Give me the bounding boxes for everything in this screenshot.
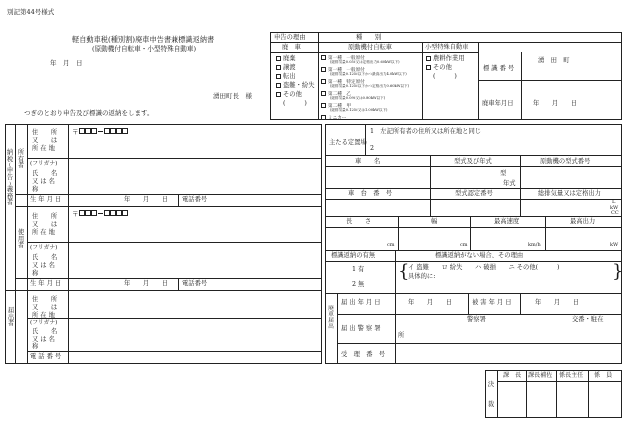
displacement-label: 総排気量又は定格出力 bbox=[538, 190, 601, 197]
genki-note: (総排気量0.05ℓ又は定格出力0.60kW以下) bbox=[330, 60, 400, 64]
form-subtitle: (原動機付自転車・小型特殊自動車) bbox=[92, 45, 197, 53]
main-place-label: 主たる定置場 bbox=[329, 139, 367, 146]
width-label: 幅 bbox=[431, 218, 438, 225]
filer-phone-label: 電 話 番 号 bbox=[30, 353, 62, 360]
filer-address-label: 又 は bbox=[32, 304, 58, 311]
kogata-item[interactable]: 農耕作業用 bbox=[426, 56, 464, 62]
intro-text: つぎのとおり申告及び標識の返納をします。 bbox=[24, 109, 154, 117]
plate-number-label: 標 識 番 号 bbox=[483, 65, 515, 72]
addressee: 湧田町長 様 bbox=[213, 92, 252, 100]
return-yes-option[interactable]: 1 有 bbox=[352, 266, 365, 273]
genki-note: (総排気量0.09ℓ又は0.80kW以下) bbox=[330, 96, 386, 100]
unit-cc: CC bbox=[611, 210, 619, 216]
filer-label: 届 出 者 bbox=[7, 307, 15, 328]
checkbox[interactable] bbox=[426, 65, 431, 70]
bracket-close: } bbox=[612, 261, 624, 282]
unit-cm: cm bbox=[460, 242, 468, 248]
damage-date-label: 被 害 年 月 日 bbox=[472, 299, 512, 306]
user-address-label: 所 在 地 bbox=[32, 229, 55, 236]
genki-note: (総排気量0.125ℓ又は1.00kW以下) bbox=[330, 108, 388, 112]
owner-birth-label: 生 年 月 日 bbox=[30, 196, 62, 203]
owner-address-label: 又 は bbox=[32, 137, 58, 144]
car-name-label: 車 名 bbox=[355, 158, 381, 165]
filer-name-label: 又 は 名 bbox=[32, 336, 55, 343]
user-label: 使 用 者 bbox=[17, 229, 25, 250]
owner-phone-label: 電話番号 bbox=[182, 196, 208, 203]
filer-name-label: 氏 名 bbox=[32, 328, 58, 335]
form-number: 別記第44号様式 bbox=[7, 8, 55, 16]
receipt-no-label: 受 理 番 号 bbox=[341, 351, 386, 358]
haisha-todoke-label: 廃 車 届 出 bbox=[328, 306, 334, 331]
reason-item[interactable]: 転出 bbox=[276, 74, 296, 80]
genki-item[interactable]: 第一種 一般原付 bbox=[321, 55, 365, 62]
checkbox[interactable] bbox=[276, 56, 281, 61]
genki-note: (総排気量0.125ℓ以下かつ最高出力4.0kW以下) bbox=[330, 72, 407, 76]
police-sho: 所 bbox=[398, 332, 405, 339]
model-cert-label: 型式認定番号 bbox=[455, 190, 493, 197]
checkbox[interactable] bbox=[276, 92, 281, 97]
owner-address-label: 住 所 bbox=[32, 129, 58, 136]
reason-item[interactable]: 譲渡 bbox=[276, 65, 296, 71]
unit-kw: kW bbox=[610, 205, 619, 211]
main-place-option-1[interactable]: 1 左記所有者の住所又は所在地と同じ bbox=[370, 128, 482, 135]
genki-item[interactable]: 第二種 乙 bbox=[321, 91, 351, 98]
user-birth-value[interactable]: 年 月 日 bbox=[124, 280, 169, 287]
approval-col-kakaricho: 係長主任 bbox=[559, 372, 584, 379]
plate-number-value[interactable]: 湧 田 町 bbox=[538, 57, 570, 64]
approval-col-hosa: 課長補佐 bbox=[528, 372, 553, 379]
police-label: 届 出 警 察 署 bbox=[341, 325, 381, 332]
bracket-open: { bbox=[398, 261, 410, 282]
damage-date-value[interactable]: 年 月 日 bbox=[535, 299, 580, 306]
checkbox[interactable] bbox=[276, 65, 281, 70]
reason-header: 申告の理由 bbox=[274, 34, 306, 41]
unit-kmh: km/h bbox=[528, 242, 541, 248]
submission-date[interactable]: 年 月 日 bbox=[50, 59, 83, 67]
user-name-label: 又 は 名 bbox=[32, 262, 55, 269]
unit-l: L bbox=[612, 199, 616, 205]
haisha-date-value[interactable]: 年 月 日 bbox=[533, 100, 578, 107]
owner-furigana-label: (フリガナ) bbox=[30, 161, 58, 167]
form-title: 軽自動車税(種別割)廃車申告書兼標識返納書 bbox=[72, 35, 215, 44]
owner-address-label: 所 在 地 bbox=[32, 145, 55, 152]
stamp-cell-hosa[interactable] bbox=[527, 382, 555, 417]
postal-mark: 〒 bbox=[72, 210, 79, 218]
stamp-cell-kacho[interactable] bbox=[498, 382, 525, 417]
owner-label: 所 有 者 bbox=[17, 149, 25, 170]
todoke-date-label: 届 出 年 月 日 bbox=[341, 299, 381, 306]
stamp-cell-kakariin[interactable] bbox=[589, 382, 621, 417]
approval-col-kacho: 課 長 bbox=[503, 372, 522, 379]
koban-label: 交番・駐在 bbox=[572, 316, 604, 323]
postal-mark: 〒 bbox=[72, 128, 79, 136]
no-return-reasons[interactable]: イ 盗難 ロ 紛失 ハ 破損 ニ その他( ) bbox=[408, 264, 560, 271]
kogata-header: 小型特殊自動車 bbox=[425, 44, 469, 51]
reason-item[interactable]: 廃棄 bbox=[276, 56, 296, 62]
owner-name-label: 称 bbox=[32, 186, 39, 193]
type-header: 種 別 bbox=[356, 34, 382, 41]
reason-item[interactable]: 盗難・紛失 bbox=[276, 83, 314, 89]
haisha-date-label: 廃車年月日 bbox=[482, 100, 514, 107]
checkbox[interactable] bbox=[321, 67, 326, 72]
genki-item[interactable]: ミニカー bbox=[321, 115, 346, 122]
checkbox[interactable] bbox=[321, 115, 326, 120]
checkbox[interactable] bbox=[426, 56, 431, 61]
owner-name-label: 又 は 名 bbox=[32, 178, 55, 185]
stamp-cell-kakaricho[interactable] bbox=[557, 382, 587, 417]
filer-address-label: 住 所 bbox=[32, 296, 58, 303]
checkbox[interactable] bbox=[321, 91, 326, 96]
genki-item[interactable]: 第二種 甲 bbox=[321, 103, 351, 110]
checkbox[interactable] bbox=[321, 103, 326, 108]
approval-col-kakariin: 係 員 bbox=[594, 372, 613, 379]
user-name-label: 氏 名 bbox=[32, 254, 58, 261]
user-phone-label: 電話番号 bbox=[182, 280, 208, 287]
checkbox[interactable] bbox=[321, 55, 326, 60]
user-furigana-label: (フリガナ) bbox=[30, 245, 58, 251]
detail-label: 具体的に: bbox=[408, 273, 436, 280]
genki-header: 原動機付自転車 bbox=[348, 44, 393, 51]
filer-name-label: 称 bbox=[32, 343, 39, 350]
return-no-option[interactable]: 2 無 bbox=[352, 281, 365, 288]
genki-item[interactable]: 第一種 特定原付 bbox=[321, 79, 365, 86]
owner-birth-value[interactable]: 年 月 日 bbox=[124, 196, 169, 203]
genki-note: (総排気量0.125ℓ以下かつ定格出力0.60kW以下) bbox=[330, 84, 409, 88]
plate-return-label: 標識返納の有無 bbox=[331, 252, 376, 259]
no-return-label: 標識返納がない場合、その理由 bbox=[435, 252, 524, 259]
haisha-header: 廃 車 bbox=[282, 44, 301, 51]
kessai-label: 決 裁 bbox=[487, 381, 495, 409]
chassis-no-label: 車 台 番 号 bbox=[348, 190, 393, 197]
reason-item[interactable]: その他 bbox=[276, 92, 302, 98]
nenshiki-label: 年式 bbox=[503, 180, 516, 187]
todoke-date-value[interactable]: 年 月 日 bbox=[408, 299, 453, 306]
user-address-label: 住 所 bbox=[32, 213, 58, 220]
taxpayer-label: 納 税 ( 申 告 ) 義 務 者 bbox=[6, 149, 14, 207]
user-name-label: 称 bbox=[32, 270, 39, 277]
kogata-paren[interactable]: ( ) bbox=[433, 73, 457, 80]
unit-kw: kW bbox=[610, 242, 619, 248]
engine-model-label: 原動機の型式番号 bbox=[540, 158, 591, 165]
user-address-label: 又 は bbox=[32, 221, 58, 228]
user-birth-label: 生 年 月 日 bbox=[30, 280, 62, 287]
model-label: 型式及び年式 bbox=[454, 158, 492, 165]
unit-cm: cm bbox=[387, 242, 395, 248]
owner-name-label: 氏 名 bbox=[32, 170, 58, 177]
max-speed-label: 最高速度 bbox=[494, 218, 520, 225]
checkbox[interactable] bbox=[276, 74, 281, 79]
reason-other-paren[interactable]: ( ) bbox=[283, 100, 307, 107]
kogata-item[interactable]: その他 bbox=[426, 65, 452, 71]
length-label: 長 さ bbox=[346, 218, 372, 225]
filer-furigana-label: (フリガナ) bbox=[30, 320, 58, 326]
main-place-option-2[interactable]: 2 bbox=[370, 145, 375, 152]
kata-label: 型 bbox=[500, 170, 507, 177]
police-suffix: 警察署 bbox=[467, 316, 486, 323]
filer-address-label: 所 在 地 bbox=[32, 312, 55, 319]
genki-item[interactable]: 第一種 一般原付 bbox=[321, 67, 365, 74]
max-power-label: 最高出力 bbox=[570, 218, 596, 225]
checkbox[interactable] bbox=[276, 83, 281, 88]
checkbox[interactable] bbox=[321, 79, 326, 84]
